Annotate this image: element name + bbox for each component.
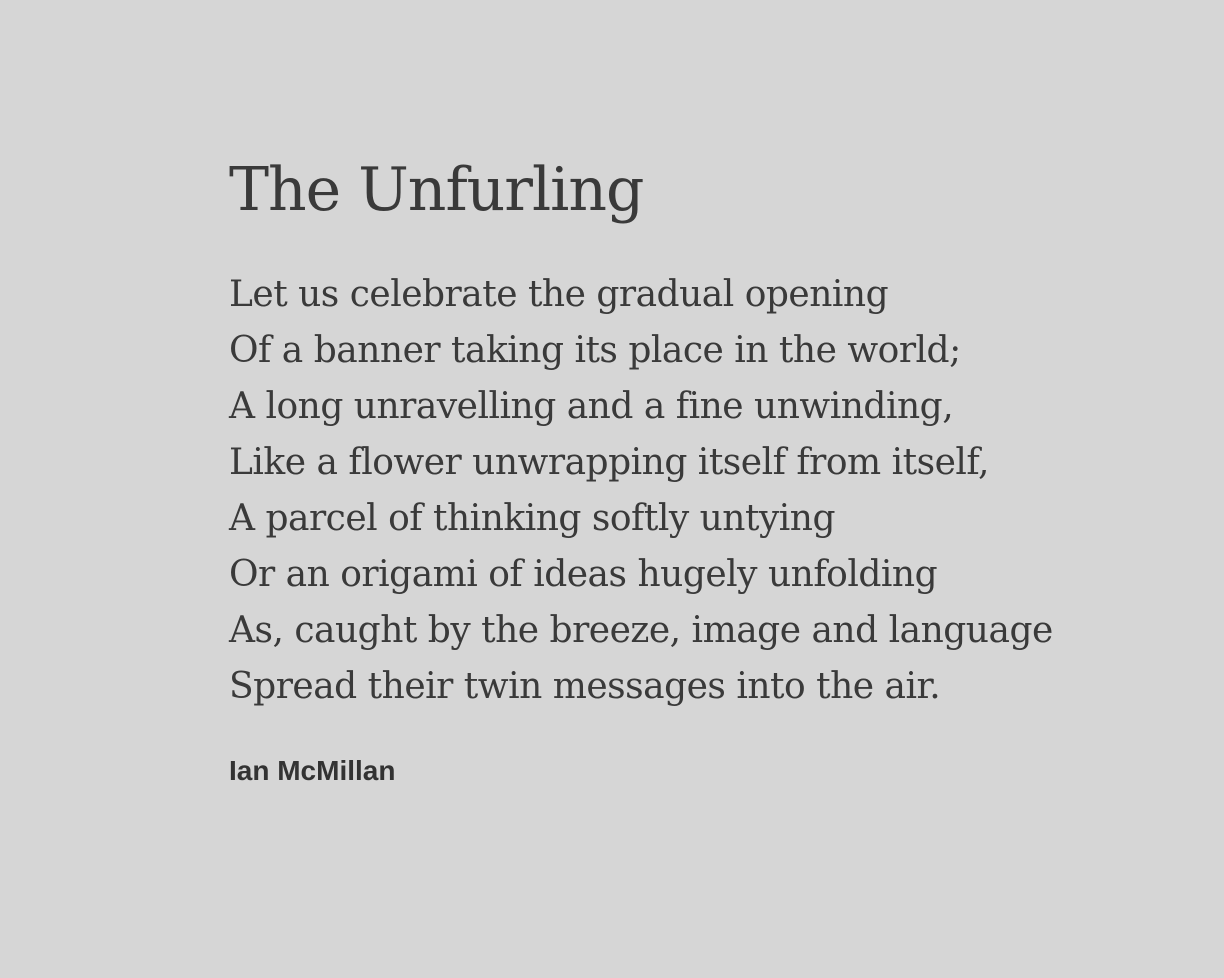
poem-line: As, caught by the breeze, image and language bbox=[229, 610, 1053, 651]
poem-author: Ian McMillan bbox=[229, 755, 396, 786]
poem-line: Let us celebrate the gradual opening bbox=[229, 274, 889, 315]
poem-line: Of a banner taking its place in the world; bbox=[229, 330, 961, 371]
poem-line: A parcel of thinking softly untying bbox=[229, 498, 836, 539]
poem-line: Like a flower unwrapping itself from itself, bbox=[229, 442, 989, 483]
poem-body bbox=[229, 267, 1129, 715]
poem-line: Spread their twin messages into the air. bbox=[229, 666, 941, 707]
poem-title: The Unfurling bbox=[229, 155, 644, 225]
poem-line: A long unravelling and a fine unwinding, bbox=[229, 386, 954, 427]
poem-line: Or an origami of ideas hugely unfolding bbox=[229, 554, 938, 595]
